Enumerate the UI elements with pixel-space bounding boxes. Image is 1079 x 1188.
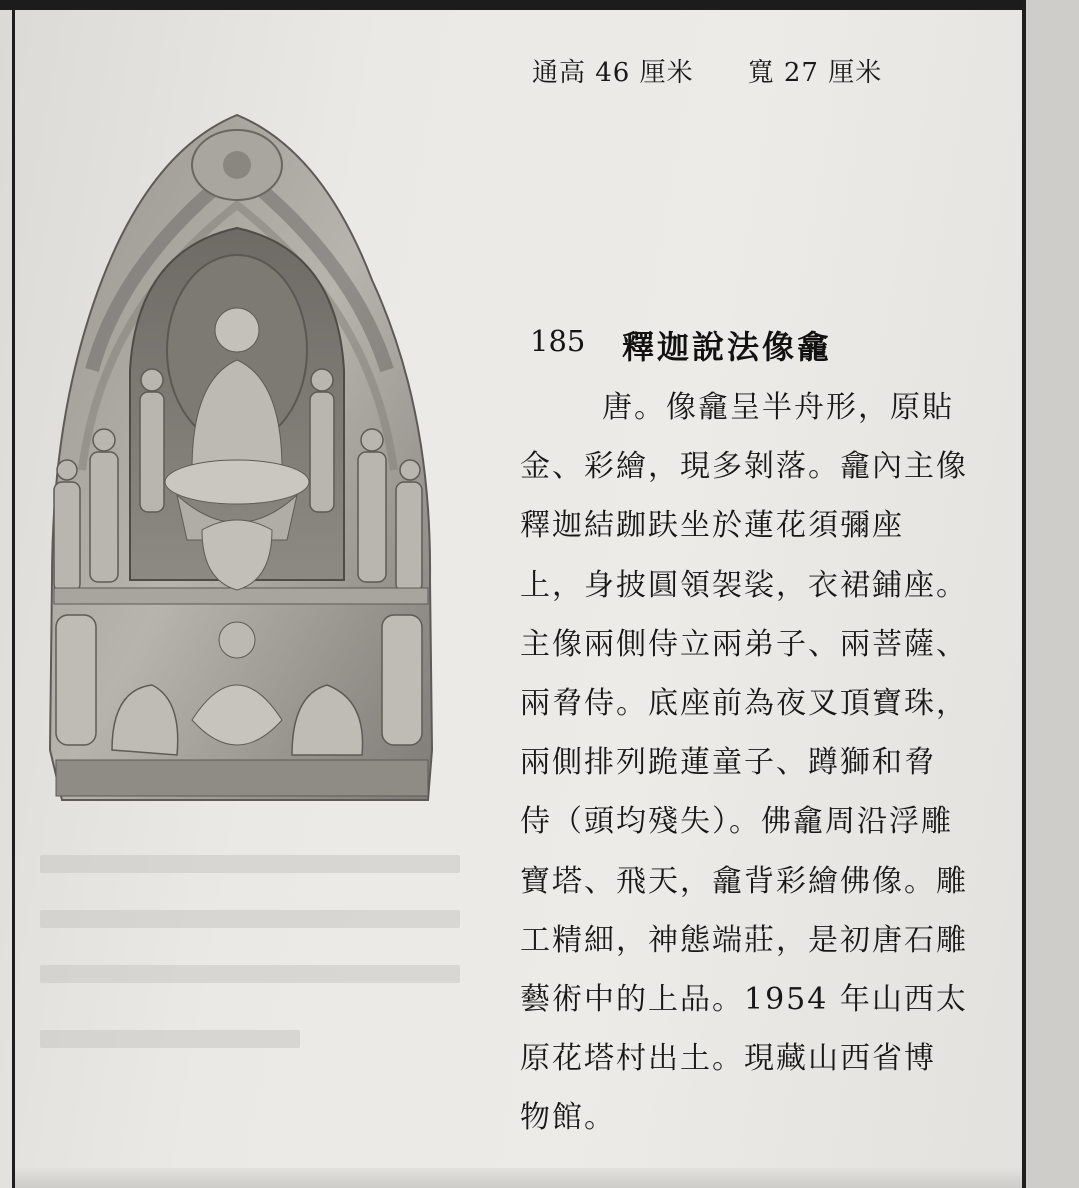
description-line: 寶塔、飛天，龕背彩繪佛像。雕	[520, 863, 968, 899]
description-line: 原花塔村出土。現藏山西省博	[520, 1041, 936, 1077]
description-line: 侍（頭均殘失）。佛龕周沿浮雕	[520, 804, 953, 840]
left-border-rule	[12, 10, 15, 1188]
show-through-text	[40, 855, 460, 873]
description-line: 上，身披圓領袈裟，衣裙鋪座。	[520, 567, 968, 603]
description-line: 釋迦結跏趺坐於蓮花須彌座	[520, 508, 904, 544]
description-line: 藝術中的上品。1954 年山西太	[520, 981, 968, 1017]
description-line: 金、彩繪，現多剝落。龕內主像	[520, 449, 968, 485]
description-line: 兩側排列跪蓮童子、蹲獅和脅	[520, 745, 936, 781]
buddha-niche-photo	[42, 110, 436, 810]
description-line: 工精細，神態端莊，是初唐石雕	[520, 922, 968, 958]
show-through-text	[40, 910, 460, 928]
description-line: 唐。像龕呈半舟形，原貼	[602, 390, 954, 425]
description-line: 兩脅侍。底座前為夜叉頂寶珠，	[520, 685, 968, 721]
dimensions-caption: 通高 46 厘米 寬 27 厘米	[532, 58, 883, 88]
top-border-rule	[0, 0, 1079, 10]
entry-heading	[530, 318, 950, 368]
show-through-text	[40, 1030, 300, 1048]
show-through-text	[40, 965, 460, 983]
right-page-margin	[1026, 0, 1079, 1188]
plate-number: 185	[530, 324, 586, 358]
bottom-page-shadow	[15, 1168, 1022, 1188]
description-text	[520, 378, 990, 1147]
description-line: 主像兩側侍立兩弟子、兩菩薩、	[520, 626, 968, 662]
plate-title: 釋迦說法像龕	[622, 328, 833, 366]
stone-niche-illustration	[42, 110, 436, 810]
description-line: 物館。	[520, 1100, 616, 1136]
